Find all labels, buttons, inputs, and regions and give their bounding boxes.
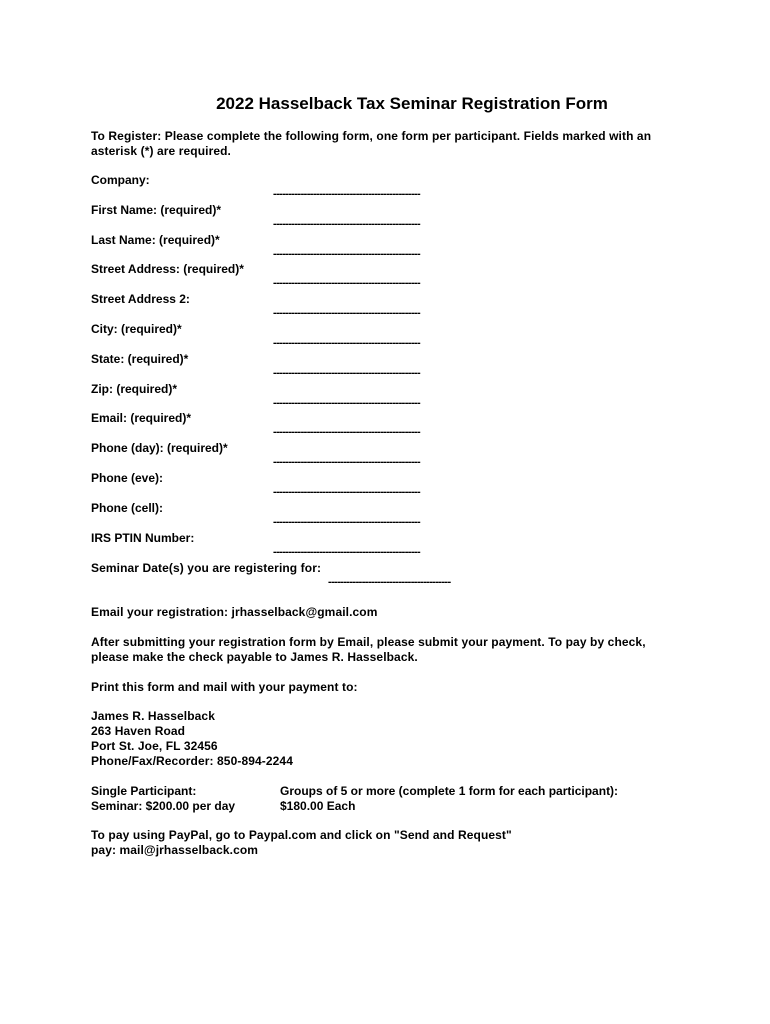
field-label: Street Address 2: bbox=[91, 292, 190, 307]
city-input-line[interactable]: ------------------------------------------------ bbox=[273, 336, 421, 349]
field-phone-eve bbox=[91, 471, 611, 501]
field-street-address bbox=[91, 262, 611, 292]
zip-input-line[interactable]: ------------------------------------------------ bbox=[273, 396, 421, 409]
address-phone: Phone/Fax/Recorder: 850-894-2244 bbox=[91, 754, 293, 768]
single-pricing bbox=[91, 784, 235, 814]
email-input-line[interactable]: ------------------------------------------------ bbox=[273, 426, 421, 439]
first-name-input-line[interactable]: ------------------------------------------------ bbox=[273, 217, 421, 230]
intro-text: To Register: Please complete the following form, one form per participant. Fields marked with an asterisk (*) are required. bbox=[91, 129, 652, 158]
field-label: Zip: (required)* bbox=[91, 381, 177, 396]
seminar-dates-input-line[interactable]: ---------------------------------------- bbox=[328, 576, 451, 588]
street-address-input-line[interactable]: ------------------------------------------------ bbox=[273, 277, 421, 290]
field-zip bbox=[91, 382, 611, 412]
paypal-line-1: To pay using PayPal, go to Paypal.com and click on "Send and Request" bbox=[91, 828, 512, 842]
seminar-dates-label: Seminar Date(s) you are registering for: bbox=[91, 561, 322, 575]
field-city bbox=[91, 322, 611, 352]
phone-eve-input-line[interactable]: ------------------------------------------------ bbox=[273, 485, 421, 498]
field-phone-cell bbox=[91, 501, 611, 531]
field-label: Phone (eve): bbox=[91, 470, 164, 485]
company-input-line[interactable]: ------------------------------------------------ bbox=[273, 188, 421, 200]
field-last-name bbox=[91, 233, 611, 263]
field-label: Phone (day): (required)* bbox=[91, 441, 228, 456]
payment-note: After submitting your registration form by Email, please submit your payment. To pay by check, please make the check payable to James R. Hasselback. bbox=[91, 635, 646, 664]
field-label: State: (required)* bbox=[91, 351, 189, 366]
field-phone-day bbox=[91, 441, 611, 471]
street-address-2-input-line[interactable]: ------------------------------------------------ bbox=[273, 307, 421, 320]
last-name-input-line[interactable]: ------------------------------------------------ bbox=[273, 247, 421, 260]
field-label: Last Name: (required)* bbox=[91, 232, 220, 247]
field-first-name bbox=[91, 203, 611, 233]
group-pricing bbox=[280, 784, 618, 814]
field-state bbox=[91, 352, 611, 382]
field-email bbox=[91, 411, 611, 441]
address-street: 263 Haven Road bbox=[91, 724, 186, 738]
field-street-address-2 bbox=[91, 292, 611, 322]
form-fields bbox=[91, 173, 611, 560]
state-input-line[interactable]: ------------------------------------------------ bbox=[273, 366, 421, 379]
paypal-instructions bbox=[91, 828, 691, 858]
irs-ptin-input-line[interactable]: ------------------------------------------------ bbox=[273, 545, 421, 558]
field-company bbox=[91, 173, 611, 203]
page-title: 2022 Hasselback Tax Seminar Registration Form bbox=[216, 94, 608, 113]
phone-cell-input-line[interactable]: ------------------------------------------------ bbox=[273, 515, 421, 528]
group-heading: Groups of 5 or more (complete 1 form for each participant): bbox=[280, 784, 619, 798]
address-name: James R. Hasselback bbox=[91, 709, 215, 723]
paypal-line-2: pay: mail@jrhasselback.com bbox=[91, 843, 259, 857]
group-price: $180.00 Each bbox=[280, 799, 356, 813]
mailing-address bbox=[91, 709, 691, 769]
field-label: First Name: (required)* bbox=[91, 202, 222, 217]
single-price: Seminar: $200.00 per day bbox=[91, 799, 236, 813]
field-label: IRS PTIN Number: bbox=[91, 530, 195, 545]
field-label: Email: (required)* bbox=[91, 411, 192, 426]
field-irs-ptin bbox=[91, 531, 611, 561]
address-city: Port St. Joe, FL 32456 bbox=[91, 739, 218, 753]
field-label: Street Address: (required)* bbox=[91, 262, 244, 277]
print-note: Print this form and mail with your payment to: bbox=[91, 680, 358, 694]
field-label: Phone (cell): bbox=[91, 500, 164, 515]
single-heading: Single Participant: bbox=[91, 784, 197, 798]
field-label: City: (required)* bbox=[91, 321, 182, 336]
email-registration-text: Email your registration: jrhasselback@gmail.com bbox=[91, 605, 378, 619]
field-label: Company: bbox=[91, 173, 150, 187]
phone-day-input-line[interactable]: ------------------------------------------------ bbox=[273, 456, 421, 469]
